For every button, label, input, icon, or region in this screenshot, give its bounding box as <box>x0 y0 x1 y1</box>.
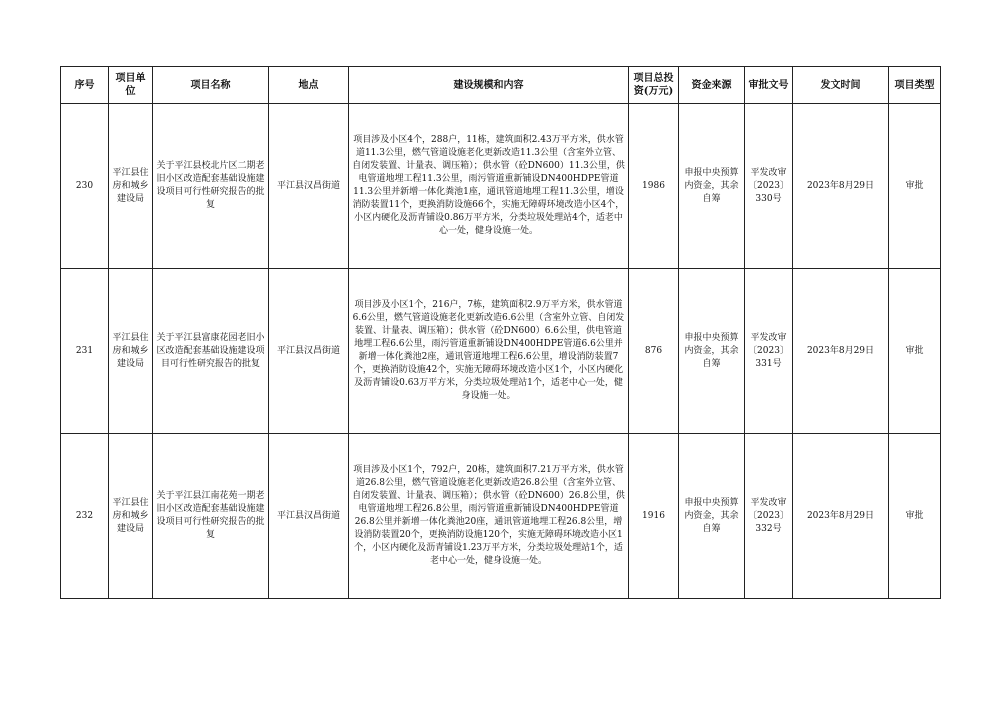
header-date: 发文时间 <box>793 67 889 104</box>
cell-name: 关于平江县富康花园老旧小区改造配套基础设施建设项目可行性研究报告的批复 <box>153 269 269 434</box>
cell-content: 项目涉及小区4个，288户，11栋，建筑面积2.43万平方米，供水管道11.3公里，燃气管道设施老化更新改造11.3公里（含室外立管、自闭发装置、计量表、调压箱）；供水管（砼DN600）11.3公里，供电管道地埋工程11.3公里，雨污管道重新铺设DN400HDPE管道11.3公里并新增一体化粪池1座，通讯管道地埋工程11.3公里，增设消防装置11个，更换消防设施66个，实施无障碍环境改造小区4个，小区内硬化及沥青铺设0.86万平方米，分类垃圾处理站4个，适老中心一处，健身设施一处。 <box>349 104 629 269</box>
header-unit: 项目单位 <box>109 67 153 104</box>
header-approval-no: 审批文号 <box>745 67 793 104</box>
header-type: 项目类型 <box>889 67 941 104</box>
cell-approval-no: 平发改审〔2023〕331号 <box>745 269 793 434</box>
cell-investment: 1916 <box>629 434 679 599</box>
cell-date: 2023年8月29日 <box>793 434 889 599</box>
cell-type: 审批 <box>889 104 941 269</box>
cell-funding: 申报中央预算内资金，其余自筹 <box>679 104 745 269</box>
cell-unit: 平江县住房和城乡建设局 <box>109 269 153 434</box>
header-seq: 序号 <box>61 67 109 104</box>
cell-type: 审批 <box>889 269 941 434</box>
cell-content: 项目涉及小区1个，216户，7栋，建筑面积2.9万平方米，供水管道6.6公里，燃气管道设施老化更新改造6.6公里（含室外立管、自闭发装置、计量表、调压箱）；供水管（砼DN600）6.6公里，供电管道地埋工程6.6公里，雨污管道重新铺设DN400HDPE管道6.6公里并新增一体化粪池2座，通讯管道地埋工程6.6公里，增设消防装置7个，更换消防设施42个，实施无障碍环境改造小区1个，小区内硬化及沥青铺设0.63万平方米，分类垃圾处理站1个，适老中心一处，健身设施一处。 <box>349 269 629 434</box>
cell-seq: 232 <box>61 434 109 599</box>
header-investment: 项目总投资(万元) <box>629 67 679 104</box>
header-funding: 资金来源 <box>679 67 745 104</box>
table-row <box>61 104 941 269</box>
cell-name: 关于平江县江南花苑一期老旧小区改造配套基础设施建设项目可行性研究报告的批复 <box>153 434 269 599</box>
cell-funding: 申报中央预算内资金，其余自筹 <box>679 434 745 599</box>
cell-unit: 平江县住房和城乡建设局 <box>109 434 153 599</box>
cell-date: 2023年8月29日 <box>793 269 889 434</box>
cell-date: 2023年8月29日 <box>793 104 889 269</box>
cell-seq: 230 <box>61 104 109 269</box>
table-header <box>61 67 941 104</box>
cell-approval-no: 平发改审〔2023〕330号 <box>745 104 793 269</box>
cell-approval-no: 平发改审〔2023〕332号 <box>745 434 793 599</box>
table-body <box>61 104 941 599</box>
table-row <box>61 434 941 599</box>
cell-investment: 1986 <box>629 104 679 269</box>
table-row <box>61 269 941 434</box>
cell-investment: 876 <box>629 269 679 434</box>
cell-location: 平江县汉昌街道 <box>269 434 349 599</box>
header-row <box>61 67 941 104</box>
cell-unit: 平江县住房和城乡建设局 <box>109 104 153 269</box>
cell-type: 审批 <box>889 434 941 599</box>
project-table <box>60 66 941 599</box>
cell-funding: 申报中央预算内资金，其余自筹 <box>679 269 745 434</box>
cell-content: 项目涉及小区1个，792户，20栋，建筑面积7.21万平方米，供水管道26.8公里，燃气管道设施老化更新改造26.8公里（含室外立管、自闭发装置、计量表、调压箱）；供水管（砼DN600）26.8公里，供电管道地埋工程26.8公里，雨污管道重新铺设DN400HDPE管道26.8公里并新增一体化粪池20座，通讯管道地埋工程26.8公里，增设消防装置20个，更换消防设施120个，实施无障碍环境改造小区1个，小区内硬化及沥青铺设1.23万平方米，分类垃圾处理站1个，适老中心一处，健身设施一处。 <box>349 434 629 599</box>
cell-location: 平江县汉昌街道 <box>269 104 349 269</box>
header-content: 建设规模和内容 <box>349 67 629 104</box>
header-name: 项目名称 <box>153 67 269 104</box>
cell-seq: 231 <box>61 269 109 434</box>
header-location: 地点 <box>269 67 349 104</box>
cell-name: 关于平江县校北片区二期老旧小区改造配套基础设施建设项目可行性研究报告的批复 <box>153 104 269 269</box>
cell-location: 平江县汉昌街道 <box>269 269 349 434</box>
